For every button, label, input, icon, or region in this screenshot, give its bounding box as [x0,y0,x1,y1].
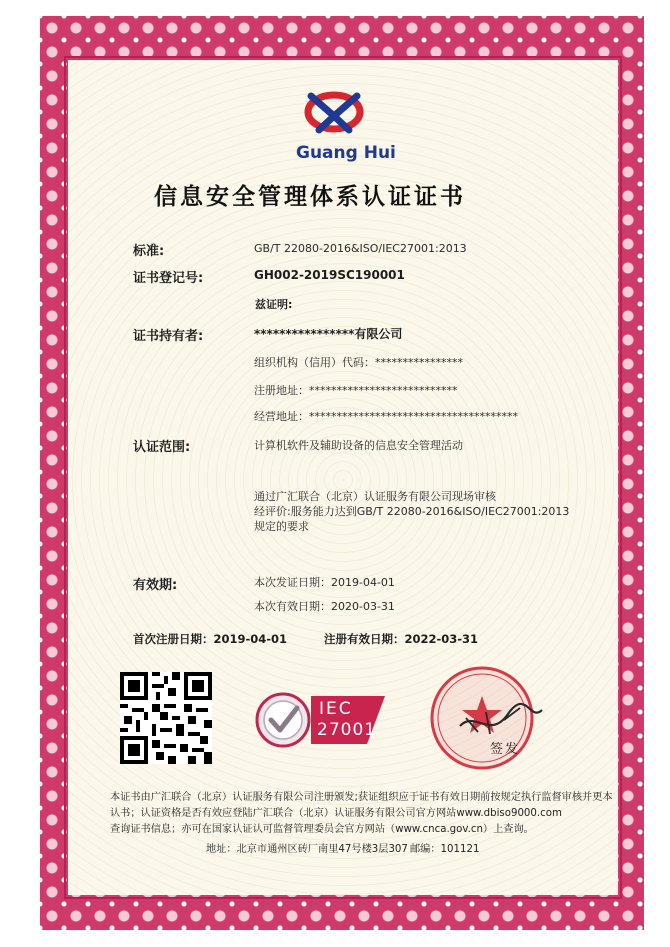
badge-iec-text: IEC [319,699,353,719]
footer-line-3: 查询证书信息；亦可在国家认证认可监督管理委员会官方网站（www.cnca.gov.cn）上查询。 [110,824,534,835]
official-seal [420,662,558,774]
first-registration: 首次注册日期：2019-04-01 [133,632,288,646]
logo-text: Guang Hui [296,143,396,163]
reg-address: 注册地址：*************************** [254,384,458,397]
signer-caption: 签发 [490,742,521,757]
guang-hui-logo-icon [301,86,367,142]
op-address: 经营地址：************************************** [254,410,518,423]
audit-line-2: 经评价:服务能力达到GB/T 22080-2016&ISO/IEC27001:2013 [254,505,570,518]
standard-label: 标准: [133,244,165,259]
standard-value: GB/T 22080-2016&ISO/IEC27001:2013 [254,242,467,255]
scope-label: 认证范围: [133,440,191,455]
footer-address: 地址：北京市通州区砖厂南里47号楼3层307 [206,844,408,855]
certificate-title: 信息安全管理体系认证证书 [154,184,466,210]
audit-line-1: 通过广汇联合（北京）认证服务有限公司现场审核 [254,490,496,503]
footer-line-1: 本证书由广汇联合（北京）认证服务有限公司注册颁发;获证组织应于证书有效日期前按规定执行监督审核并更本 [110,792,613,803]
iec-27001-badge [255,690,390,750]
org-code: 组织机构（信用）代码：**************** [254,356,463,369]
holder-label: 证书持有者: [133,329,204,344]
valid-until: 本次有效日期：2020-03-31 [254,600,395,613]
reg-no-label: 证书登记号: [133,271,204,286]
footer-line-2: 认书；认证资格是否有效应登陆广汇联合（北京）认证服务有限公司官方网站www.dbiso9000.com [110,808,562,819]
scope-value: 计算机软件及辅助设备的信息安全管理活动 [254,439,463,452]
audit-line-3: 规定的要求 [254,520,309,533]
registration-valid: 注册有效日期：2022-03-31 [324,632,479,646]
qr-code [120,672,212,764]
footer-postcode: 邮编：101121 [410,844,480,855]
certify-label: 兹证明: [255,298,293,311]
reg-no-value: GH002-2019SC190001 [254,268,405,282]
issue-date: 本次发证日期：2019-04-01 [254,576,395,589]
badge-number-text: 27001 [317,720,377,740]
holder-value: ****************有限公司 [254,327,403,341]
validity-label: 有效期: [133,578,178,593]
